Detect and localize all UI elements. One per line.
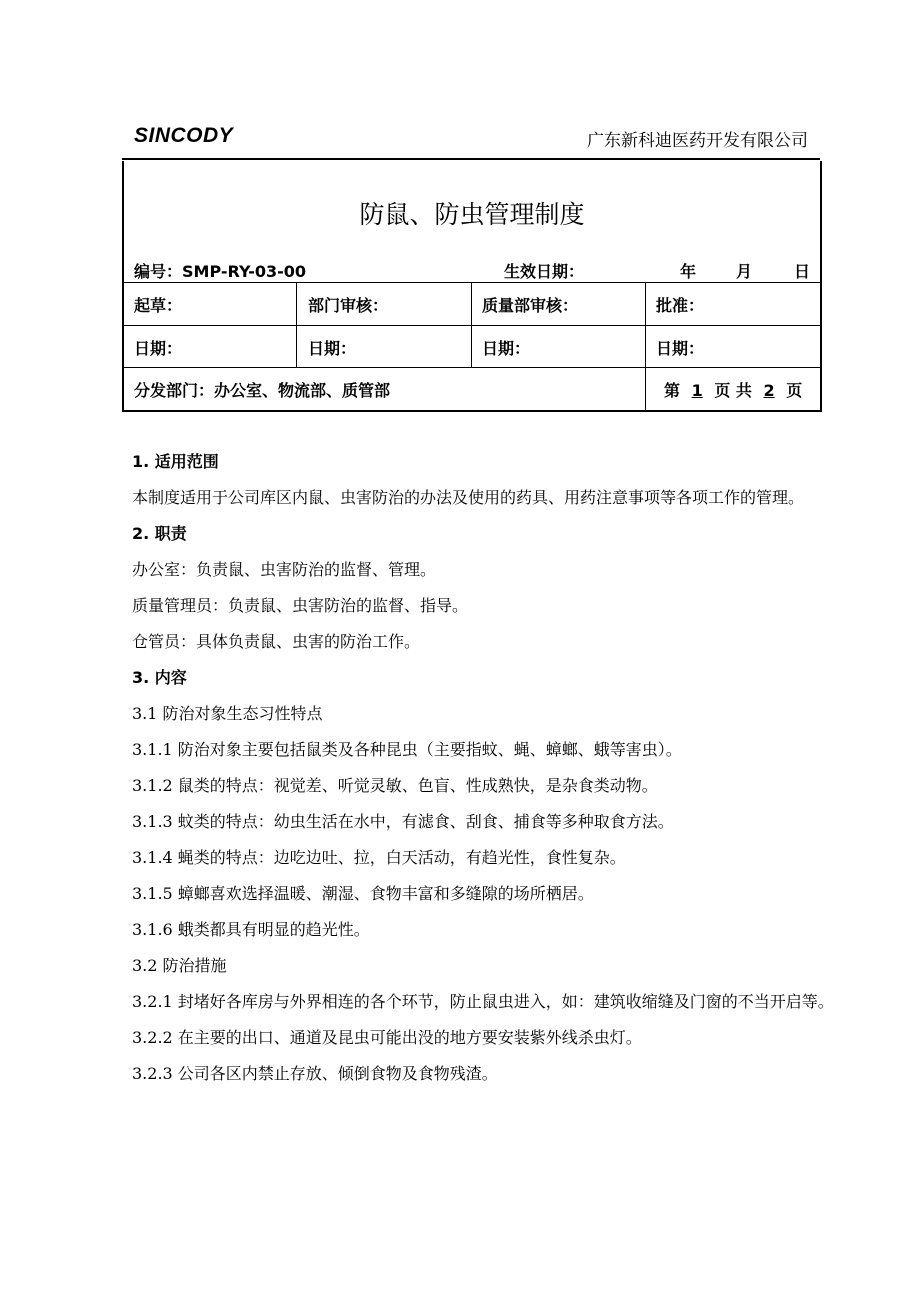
dept-review-label: 部门审核：: [308, 296, 389, 315]
paragraph: 3.1.5 蟑螂喜欢选择温暖、潮湿、食物丰富和多缝隙的场所栖居。: [132, 884, 594, 903]
effective-date-label: 生效日期：: [504, 262, 585, 281]
company-logo: SINCODY: [134, 124, 234, 147]
page-prefix: 第: [664, 381, 681, 400]
year-label: 年: [680, 262, 697, 281]
document-title: 防鼠、防虫管理制度: [359, 200, 585, 229]
drafter-label: 起草：: [134, 296, 183, 315]
paragraph: 3.2.1 封堵好各库房与外界相连的各个环节，防止鼠虫进入，如：建筑收缩缝及门窗的不当开启等。: [132, 992, 834, 1011]
paragraph: 3.1.6 蛾类都具有明显的趋光性。: [132, 920, 370, 939]
approval-label: 批准：: [656, 296, 705, 315]
paragraph: 仓管员：具体负责鼠、虫害的防治工作。: [132, 632, 421, 651]
header-rule: [122, 158, 820, 160]
date-label: 日期：: [656, 339, 705, 358]
paragraph: 办公室：负责鼠、虫害防治的监督、管理。: [132, 560, 437, 579]
paragraph: 质量管理员：负责鼠、虫害防治的监督、指导。: [132, 596, 469, 615]
section-heading: 3. 内容: [132, 668, 187, 687]
paragraph: 3.1.4 蝇类的特点：边吃边吐、拉，白天活动，有趋光性，食性复杂。: [132, 848, 626, 867]
page-mid: 页 共: [714, 381, 752, 400]
company-name: 广东新科迪医药开发有限公司: [587, 131, 808, 151]
table-divider: [471, 282, 472, 367]
page-indicator: [664, 378, 802, 401]
table-line: [124, 282, 820, 283]
date-label: 日期：: [308, 339, 357, 358]
table-divider: [645, 282, 646, 410]
page-current: 1: [691, 381, 703, 400]
paragraph: 3.2.3 公司各区内禁止存放、倾倒食物及食物残渣。: [132, 1064, 498, 1083]
meta-row: [124, 257, 820, 285]
paragraph: 3.1.2 鼠类的特点：视觉差、听觉灵敏、色盲、性成熟快，是杂食类动物。: [132, 776, 658, 795]
page-total: 2: [763, 381, 775, 400]
date-label: 日期：: [482, 339, 531, 358]
paragraph: 3.1 防治对象生态习性特点: [132, 704, 323, 723]
day-label: 日: [794, 262, 811, 281]
document-code: 编号：SMP-RY-03-00: [134, 262, 307, 281]
date-label: 日期：: [134, 339, 183, 358]
distribution-departments: 分发部门：办公室、物流部、质管部: [134, 381, 391, 400]
table-divider: [296, 282, 297, 367]
paragraph: 3.2.2 在主要的出口、通道及昆虫可能出没的地方要安装紫外线杀虫灯。: [132, 1028, 642, 1047]
document-header-table: [122, 161, 822, 412]
paragraph: 3.2 防治措施: [132, 956, 227, 975]
document-body: [132, 444, 842, 1092]
paragraph: 3.1.3 蚊类的特点：幼虫生活在水中，有滤食、刮食、捕食等多种取食方法。: [132, 812, 674, 831]
page-suffix: 页: [786, 381, 803, 400]
section-heading: 2. 职责: [132, 524, 187, 543]
paragraph: 3.1.1 防治对象主要包括鼠类及各种昆虫（主要指蚊、蝇、蟑螂、蛾等害虫）。: [132, 740, 682, 759]
scope-paragraph: 本制度适用于公司库区内鼠、虫害防治的办法及使用的药具、用药注意事项等各项工作的管理。: [132, 488, 805, 507]
month-label: 月: [736, 262, 753, 281]
section-heading: 1. 适用范围: [132, 452, 219, 471]
table-line: [124, 325, 820, 326]
table-line: [124, 367, 820, 368]
qa-review-label: 质量部审核：: [482, 296, 579, 315]
